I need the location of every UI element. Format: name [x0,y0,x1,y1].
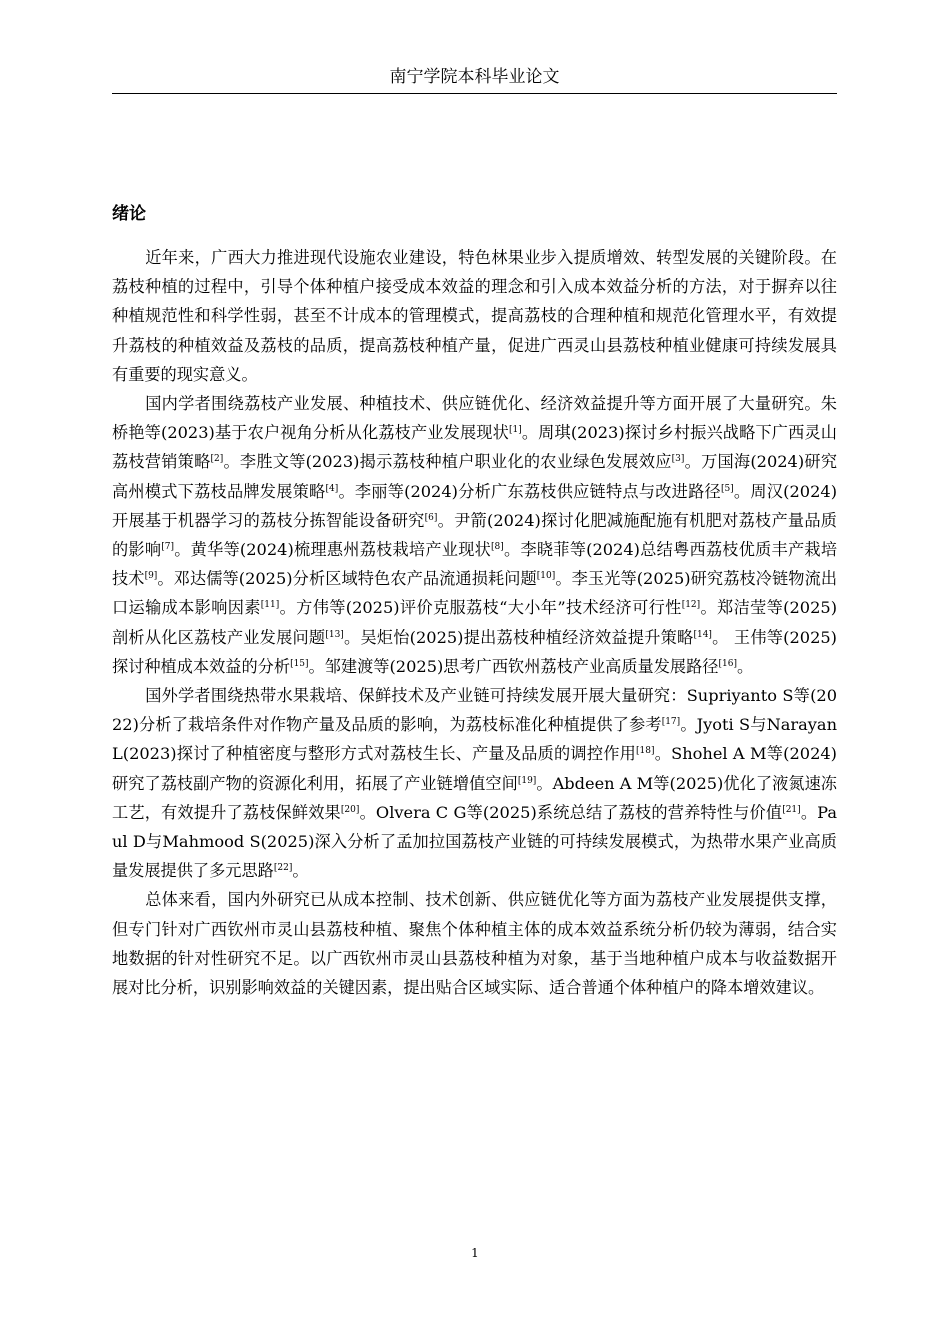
citation-ref: [15] [290,658,309,669]
paragraph [112,885,837,1002]
citation-ref: [10] [536,571,556,582]
paragraph-text: 。Shohel A M等(2024)研究了荔枝副产物的资源化利用，拓展了产业链增值空间 [112,744,837,793]
paragraph-text: 。李丽等(2024)分析广东荔枝供应链特点与改进路径 [338,481,721,501]
paragraph-text: 。周琪(2023)探讨乡村振兴战略下广西灵山荔枝营销策略 [112,423,837,472]
paragraph-text: 。李胜文等(2023)揭示荔枝种植户职业化的农业绿色发展效应 [223,452,672,472]
citation-ref: [19] [517,775,537,786]
paragraph-text: 。周汉(2024)开展基于机器学习的荔枝分拣智能设备研究 [112,481,838,530]
paragraph-text: 。Paul D与Mahmood S(2025)深入分析了孟加拉国荔枝产业链的可持续发展模式，为热带水果产业高质量发展提供了多元思路 [112,802,838,881]
citation-ref: [17] [661,717,681,728]
citation-ref: [6] [424,512,438,523]
paragraph-text: 。 [736,656,754,676]
paragraph-text: 。邓达儒等(2025)分析区域特色农产品流通损耗问题 [157,569,537,589]
paragraph-text: 。尹箭(2024)探讨化肥减施配施有机肥对荔枝产量品质的影响 [112,510,837,560]
paragraph-text: 。Olvera C G等(2025)系统总结了荔枝的营养特性与价值 [359,802,783,822]
citation-ref: [13] [325,629,344,640]
citation-ref: [8] [491,542,504,553]
paragraph [112,243,837,389]
paragraph-text: 近年来，广西大力推进现代设施农业建设，特色林果业步入提质增效、转型发展的关键阶段。在荔枝种植的过程中，引导个体种植户接受成本效益的理念和引入成本效益分析的方法，对于摒弃以往种植规范性和科学性弱，甚至不计成本的管理模式，提高荔枝的合理种植和规范化管理水平，有效提升荔枝的种植效益及荔枝的品质，提高荔枝种植产量，促进广西灵山县荔枝种植业健康可持续发展具有重要的现实意义。 [112,248,837,384]
paragraph-text: 总体来看，国内外研究已从成本控制、技术创新、供应链优化等方面为荔枝产业发展提供支撑，但专门针对广西钦州市灵山县荔枝种植、聚焦个体种植主体的成本效益系统分析仍较为薄弱，结合实地数据的针对性研究不足。以广西钦州市灵山县荔枝种植为对象，基于当地种植户成本与收益数据开展对比分析，识别影响效益的关键因素，提出贴合区域实际、适合普通个体种植户的降本增效建议。 [112,890,837,998]
body-text [112,243,837,1002]
citation-ref: [21] [782,804,801,815]
paragraph-text: 。 王伟等(2025)探讨种植成本效益的分析 [112,627,837,676]
citation-ref: [2] [210,454,224,465]
citation-ref: [11] [260,600,280,611]
citation-ref: [3] [671,454,685,465]
citation-ref: [14] [693,629,712,640]
citation-ref: [1] [508,425,522,436]
citation-ref: [4] [325,483,339,494]
paragraph-text: 。郑洁莹等(2025)剖析从化区荔枝产业发展问题 [112,598,838,647]
paragraph-text: 。邹建渡等(2025)思考广西钦州荔枝产业高质量发展路径 [308,656,719,676]
paragraph-text: 国内学者围绕荔枝产业发展、种植技术、供应链优化、经济效益提升等方面开展了大量研究。朱桥艳等(2023)基于农户视角分析从化荔枝产业发展现状 [112,394,837,443]
paragraph [112,389,837,681]
citation-ref: [20] [340,804,360,815]
paragraph-text: 国外学者围绕热带水果栽培、保鲜技术及产业链可持续发展开展大量研究：Supriyanto S等(2022)分析了栽培条件对作物产量及品质的影响，为荔枝标准化种植提供了参考 [112,686,837,735]
paragraph-text: 。方伟等(2025)评价克服荔枝“大小年”技术经济可行性 [279,598,682,618]
citation-ref: [16] [718,658,737,669]
paragraph-text: 。Jyoti S与Narayan L(2023)探讨了种植密度与整形方式对荔枝生长、产量及品质的调控作用 [112,715,837,764]
citation-ref: [12] [681,600,701,611]
paragraph-text: 。 [292,861,309,881]
citation-ref: [7] [161,542,175,553]
paragraph-text: 。李玉光等(2025)研究荔枝冷链物流出口运输成本影响因素 [112,569,838,618]
header-rule [112,93,837,94]
paragraph-text: 。李晓菲等(2024)总结粤西荔枝优质丰产栽培技术 [112,540,838,589]
citation-ref: [18] [636,746,655,757]
section-title: 绪论 [112,204,146,224]
page-number: 1 [471,1246,479,1260]
paragraph-text: 。万国海(2024)研究高州模式下荔枝品牌发展策略 [112,452,838,501]
paragraph-text: 。吴炬怡(2025)提出荔枝种植经济效益提升策略 [343,627,694,647]
citation-ref: [5] [720,483,734,494]
running-header: 南宁学院本科毕业论文 [389,67,560,87]
paragraph-text: 。Abdeen A M等(2025)优化了液氮速冻工艺，有效提升了荔枝保鲜效果 [112,773,837,822]
paragraph [112,681,837,885]
paragraph-text: 。黄华等(2024)梳理惠州荔枝栽培产业现状 [174,540,492,560]
citation-ref: [22] [273,863,293,874]
citation-ref: [9] [144,571,158,582]
